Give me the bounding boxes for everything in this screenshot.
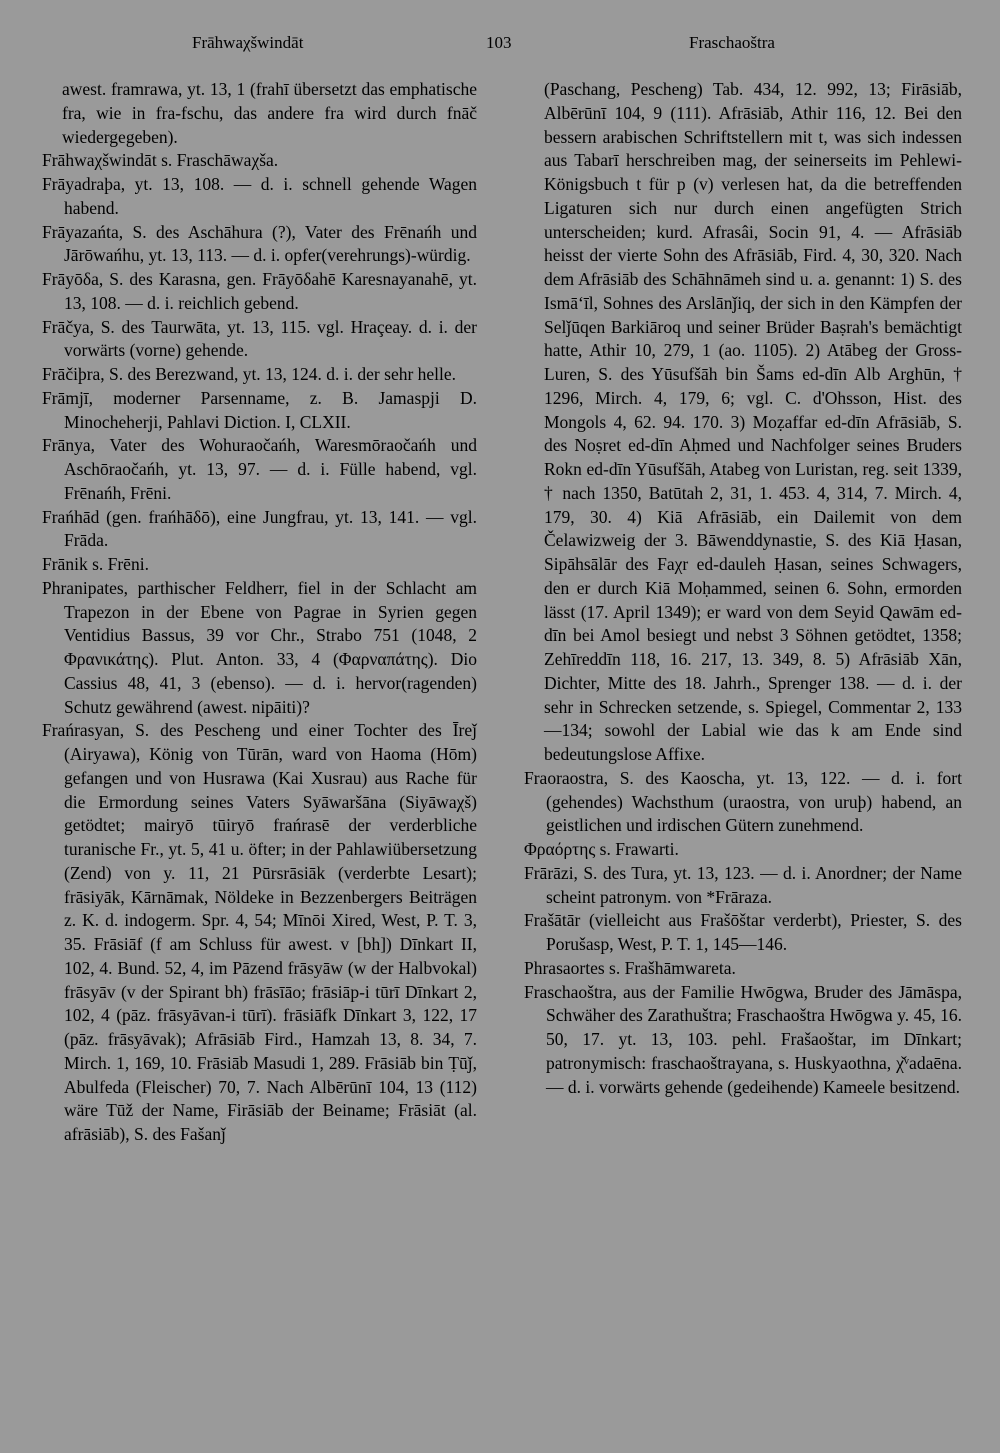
- dictionary-entry: Phrasaortes s. Frašhāmwareta.: [524, 957, 736, 978]
- dictionary-entry: Frāmjī, moderner Parsenname, z. B. Jamaspji D. Minocheherji, Pahlavi Diction. I, CLXII.: [42, 387, 477, 432]
- dictionary-entry: Frārāzi, S. des Tura, yt. 13, 123. — d. i. Anordner; der Name scheint patronym. von *Frāraza.: [524, 862, 962, 907]
- right-column: [524, 78, 962, 1099]
- running-head-right: Fraschaoštra: [689, 33, 775, 52]
- dictionary-entry: Frāyadraþa, yt. 13, 108. — d. i. schnell gehende Wagen habend.: [42, 174, 477, 218]
- left-column: [42, 78, 477, 1147]
- dictionary-entry: Frańrasyan, S. des Pescheng und einer Tochter des Īreǰ (Airyawa), König von Tūrān, ward von Haoma (Hōm) gefangen und von Husrawa (Kai Xusrau) aus Rache für die Ermordung seines Vaters Syāwaršāna (Siyāwaχš) getödtet; mairyō tūiryō frańrasē der verderbliche turanische Fr., yt. 5, 41 u. öfter; in der Pahlawiübersetzung (Zend) von y. 11, 21 Pūrsrāsiāk (verderbte Lesart); frāsiyāk, Kārnāmak, Nöldeke in Bezzenbergers Beiträgen z. K. d. indogerm. Spr. 4, 54; Mīnōi Xired, West, P. T. 3, 35. Frāsiāf (f am Schluss für awest. v [bh]) Dīnkart II, 102, 4. Bund. 52, 4, im Pāzend frāsyāw (w der Halbvokal) frāsyāv (v der Spirant bh) frāsīāo; frāsiāp-i tūrī Dīnkart 2, 102, 4 (pāz. frāsyāvan-i tūrī). frāsiāfk Dīnkart 3, 122, 17 (pāz. frāsyāvak); Afrāsiāb Fird., Hamzah 13, 8. 34, 7. Mirch. 1, 169, 10. Frāsiāb Masudi 1, 289. Frāsiāb bin Ṭūǰ, Abulfeda (Fleischer) 70, 7. Nach Albērūnī 104, 13 (112) wäre Tūž der Name, Firāsiāb der Beiname; Frāsiāt (al. afrāsiāb), S. des Fašanǰ: [42, 720, 477, 1144]
- dictionary-entry: Frāyazańta, S. des Aschāhura (?), Vater des Frēnańh und Jārōwańhu, yt. 13, 113. — d. i. opfer(verehrungs)-würdig.: [42, 221, 477, 266]
- continued-entry: awest. framrawa, yt. 13, 1 (frahī übersetzt das emphatische fra, wie in fra-fschu, das andere fra wird durch fnāč wiedergegeben).: [62, 79, 477, 147]
- dictionary-entry: Frāyōδa, S. des Karasna, gen. Frāyōδahē Karesnayanahē, yt. 13, 108. — d. i. reichlich gebend.: [42, 269, 477, 313]
- dictionary-entry: Frańhād (gen. frańhāδō), eine Jungfrau, yt. 13, 141. — vgl. Frāda.: [42, 506, 477, 551]
- dictionary-entry: Φραόρτης s. Frawarti.: [524, 839, 679, 859]
- dictionary-entry: Frānik s. Frēni.: [42, 554, 149, 574]
- dictionary-entry: Frāhwaχšwindāt s. Fraschāwaχša.: [42, 150, 279, 171]
- continued-entry: (Paschang, Pescheng) Tab. 434, 12. 992, 13; Firāsiāb, Albērūnī 104, 9 (111). Afrāsiāb, Athir 116, 12. Bei den bessern arabischen Schriftstellern mit t, was sich indessen aus Tabarī herschreiben mag, der seinerseits im Pehlewi-Königsbuch t für p (v) verlesen hat, da die betreffenden Ligaturen sich nur durch einen angefügten Strich unterscheiden; kurd. Afrasâi, Socin 91, 4. — Afrāsiāb heisst der vierte Sohn des Afrāsiāb, Fird. 4, 30, 320. Nach dem Afrāsiāb des Schāhnāmeh sind u. a. genannt: 1) S. des Ismā‘īl, Sohnes des Arslānǰiq, der sich in den Kämpfen der Selǰūqen Barkiāroq und seiner Brüder Baṣrah's bemächtigt hatte, Athir 10, 279, 1 (ao. 1105). 2) Atābeg der Gross-Luren, S. des Yūsufšāh bin Šams ed-dīn Alb Arghūn, † 1296, Mirch. 4, 179, 6; vgl. C. d'Ohsson, Hist. des Mongols 4, 62. 94. 170. 3) Moẓaffar ed-dīn Afrāsiāb, S. des Noṣret ed-dīn Aḥmed und Nachfolger seines Bruders Rokn ed-dīn Yūsufšāh, Atabeg von Luristan, reg. seit 1339, † nach 1350, Batūtah 2, 31, 1. 453. 4, 314, 7. Mirch. 4, 179, 30. 4) Kiā Afrāsiāb, ein Dailemit von dem Čelawizweig der 3. Bāwenddynastie, S. des Kiā Ḥasan, Sipāhsālār des Faχr ed-dauleh Ḥasan, seines Schwagers, den er durch Kiā Moḥammed, seinen 6. Sohn, ermorden lässt (17. April 1349); er ward von dem Seyid Qawām ed-dīn bei Amol besiegt und nebst 3 Söhnen getödtet, 1358; Zehīreddīn 118, 16. 217, 13. 349, 8. 5) Afrāsiāb Xān, Dichter, Mitte des 18. Jahrh., Sprenger 138. — d. i. der sehr in Schrecken setzende, s. Spiegel, Commentar 2, 133—134; sowohl der Labial wie das k am Ende sind bedeutungslose Affixe.: [544, 79, 962, 764]
- page-header: [0, 33, 1000, 59]
- page-number: 103: [486, 33, 512, 52]
- dictionary-entry: Fraoraostra, S. des Kaoscha, yt. 13, 122. — d. i. fort (gehendes) Wachsthum (uraostra, von uruþ) habend, an geistlichen und irdischen Gütern zunehmend.: [524, 767, 962, 836]
- dictionary-entry: Frāčya, S. des Taurwāta, yt. 13, 115. vgl. Hraçeay. d. i. der vorwärts (vorne) gehende.: [42, 316, 477, 361]
- dictionary-entry: Frašātār (vielleicht aus Frašōštar verderbt), Priester, S. des Porušasp, West, P. T. 1, 145—146.: [524, 910, 962, 954]
- running-head-left: Frāhwaχšwindāt: [192, 33, 304, 52]
- dictionary-entry: Frānya, Vater des Wohuraočańh, Waresmōraočańh und Aschōraočańh, yt. 13, 97. — d. i. Fülle habend, vgl. Frēnańh, Frēni.: [42, 435, 477, 503]
- dictionary-entry: Phranipates, parthischer Feldherr, fiel in der Schlacht am Trapezon in der Ebene von Pagrae in Syrien gegen Ventidius Bassus, 39 vor Chr., Strabo 751 (1048, 2 Φρανικάτης). Plut. Anton. 33, 4 (Φαρναπάτης). Dio Cassius 48, 41, 3 (ebenso). — d. i. hervor(ragenden) Schutz gewährend (awest. nipāiti)?: [42, 577, 477, 717]
- dictionary-entry: Fraschaoštra, aus der Familie Hwōgwa, Bruder des Jāmāspa, Schwäher des Zarathuštra; Fraschaoštra Hwōgwa y. 45, 16. 50, 17. yt. 13, 103. pehl. Frašaoštar, im Dīnkart; patronymisch: fraschaoštrayana, s. Huskyaothna, χ̌ᵛadaēna. — d. i. vorwärts gehende (gedeihende) Kameele besitzend.: [524, 981, 962, 1097]
- dictionary-entry: Frāčiþra, S. des Berezwand, yt. 13, 124. d. i. der sehr helle.: [42, 364, 457, 384]
